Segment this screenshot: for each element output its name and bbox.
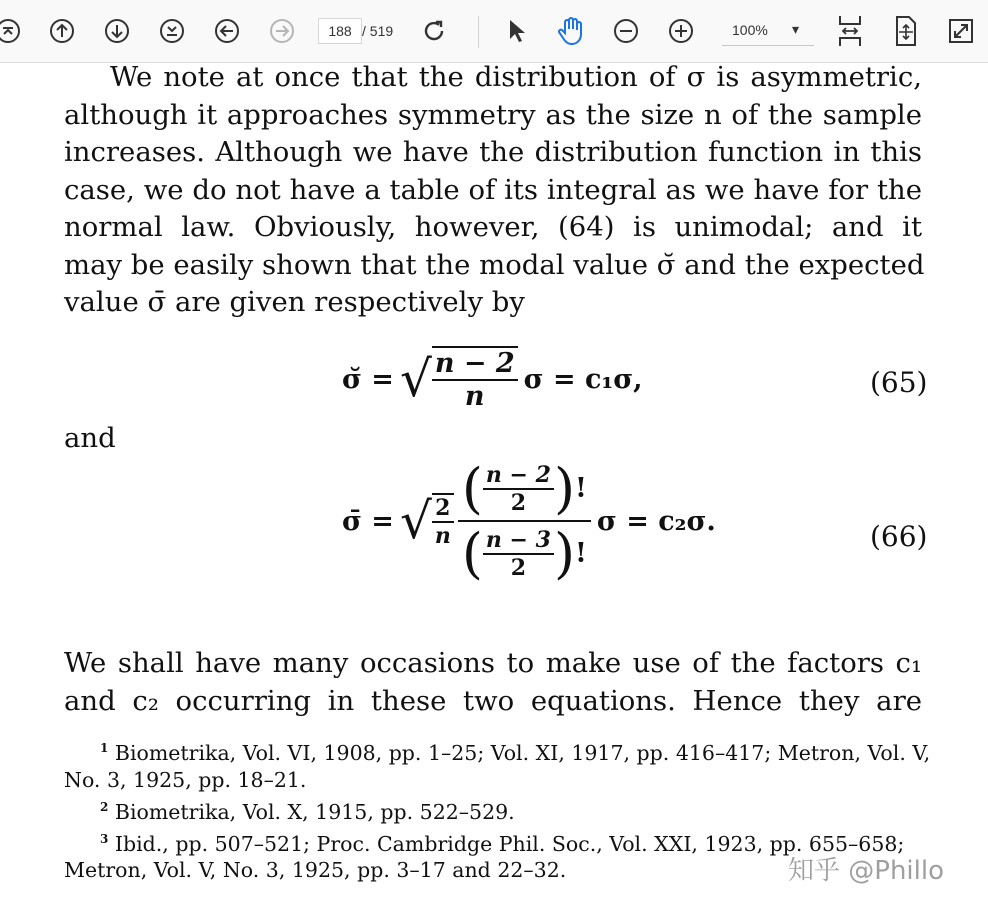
footnote-text: Ibid., pp. 507–521; Proc. Cambridge Phil. Soc., Vol. XXI, 1923, pp. 655–658;	[114, 831, 905, 856]
sqrt-sign: √	[399, 350, 432, 408]
zoom-in-icon[interactable]	[661, 10, 701, 52]
factorial-sign: !	[575, 538, 587, 569]
eq66-top-den: 2	[510, 489, 527, 516]
fit-page-icon[interactable]	[886, 10, 926, 52]
equation-number-66: (66)	[870, 520, 928, 553]
eq66-big-fraction	[458, 457, 591, 585]
footnote-1-cont	[64, 767, 922, 794]
footnote-text: Metron, Vol. V, No. 3, 1925, pp. 3–17 and 22–32.	[64, 858, 567, 883]
sqrt-sign: √	[399, 492, 432, 550]
paragraph-1	[64, 59, 925, 322]
eq65-denominator: n	[464, 381, 485, 412]
footnote-text: Biometrika, Vol. VI, 1908, pp. 1–25; Vol. XI, 1917, pp. 416–417; Metron, Vol. V,	[114, 740, 931, 765]
eq66-top-num: n − 2	[485, 461, 551, 488]
footnote-text: No. 3, 1925, pp. 18–21.	[64, 767, 307, 792]
eq65-sqrt-fraction	[432, 346, 518, 412]
footnote-text: Biometrika, Vol. X, 1915, pp. 522–529.	[114, 799, 515, 824]
page-number-input[interactable]	[318, 18, 362, 44]
hand-tool-icon[interactable]	[551, 10, 591, 52]
text-line: and c₂ occurring in these two equations. Hence they are	[64, 684, 922, 717]
eq66-bottom-den: 2	[510, 554, 527, 581]
eq66-top-factorial	[458, 457, 591, 520]
footnote-mark: 3	[100, 831, 109, 846]
page-total-label: / 519	[362, 23, 394, 39]
eq66-sqrt-fraction	[432, 493, 454, 549]
watermark: 知乎 @Phillo	[788, 856, 945, 886]
eq65-rhs: σ = c₁σ,	[523, 363, 643, 395]
footnote-mark: 2	[100, 799, 109, 814]
left-paren: (	[461, 522, 483, 585]
eq66-rhs: σ = c₂σ.	[596, 505, 716, 537]
fit-width-icon[interactable]	[830, 10, 870, 52]
left-paren: (	[461, 457, 483, 520]
eq65-lhs: σ̆ =	[342, 363, 394, 395]
text-line: case, we do not have a table of its integral as we have for the	[64, 173, 922, 206]
right-paren: )	[553, 522, 576, 585]
eq66-sqrt-denominator: n	[434, 523, 451, 549]
toolbar-divider	[478, 16, 479, 48]
factorial-sign: !	[575, 473, 587, 504]
right-paren: )	[553, 457, 576, 520]
and-text: and	[64, 422, 116, 454]
text-line: value σ̄ are given respectively by	[64, 286, 525, 318]
zoom-level-value: 100%	[732, 22, 768, 38]
text-line: although it approaches symmetry as the size n of the sample	[64, 98, 922, 131]
rotate-icon[interactable]	[414, 10, 454, 52]
eq66-bottom-inner-fraction	[483, 527, 554, 581]
text-line: increases. Although we have the distribution function in this	[64, 136, 922, 168]
chevron-down-icon: ▾	[792, 21, 800, 37]
text-line: may be easily shown that the modal value σ̆ and the expected	[64, 248, 925, 281]
footnote-mark: 1	[100, 741, 109, 755]
zoom-out-icon[interactable]	[606, 10, 646, 52]
fullscreen-icon[interactable]	[941, 10, 981, 52]
last-page-icon[interactable]	[152, 10, 192, 52]
text-line: We note at once that the distribution of σ is asymmetric,	[110, 61, 922, 93]
back-icon[interactable]	[207, 10, 247, 52]
previous-page-icon[interactable]	[42, 10, 82, 52]
paragraph-3	[64, 645, 922, 720]
footnote-2	[64, 794, 922, 826]
eq66-lhs: σ̄ =	[342, 505, 394, 537]
eq66-bottom-factorial	[458, 522, 591, 585]
eq65-numerator: n − 2	[434, 348, 515, 379]
pdf-page	[0, 62, 988, 907]
eq66-sqrt-numerator: 2	[435, 495, 451, 521]
eq66-top-inner-fraction	[483, 462, 554, 516]
next-page-icon[interactable]	[97, 10, 137, 52]
text-line: normal law. Obviously, however, (64) is unimodal; and it	[64, 211, 922, 243]
select-cursor-icon[interactable]	[496, 10, 536, 52]
footnote-1	[64, 735, 931, 767]
equation-65	[342, 346, 643, 412]
eq66-bottom-num: n − 3	[485, 526, 551, 553]
zoom-level-select[interactable]	[722, 18, 814, 46]
first-page-icon[interactable]	[0, 10, 28, 52]
text-line: We shall have many occasions to make use of the factors c₁	[64, 647, 922, 679]
pdf-toolbar	[0, 0, 988, 63]
equation-number-65: (65)	[870, 366, 928, 399]
equation-66	[342, 457, 716, 585]
forward-icon[interactable]	[262, 10, 302, 52]
